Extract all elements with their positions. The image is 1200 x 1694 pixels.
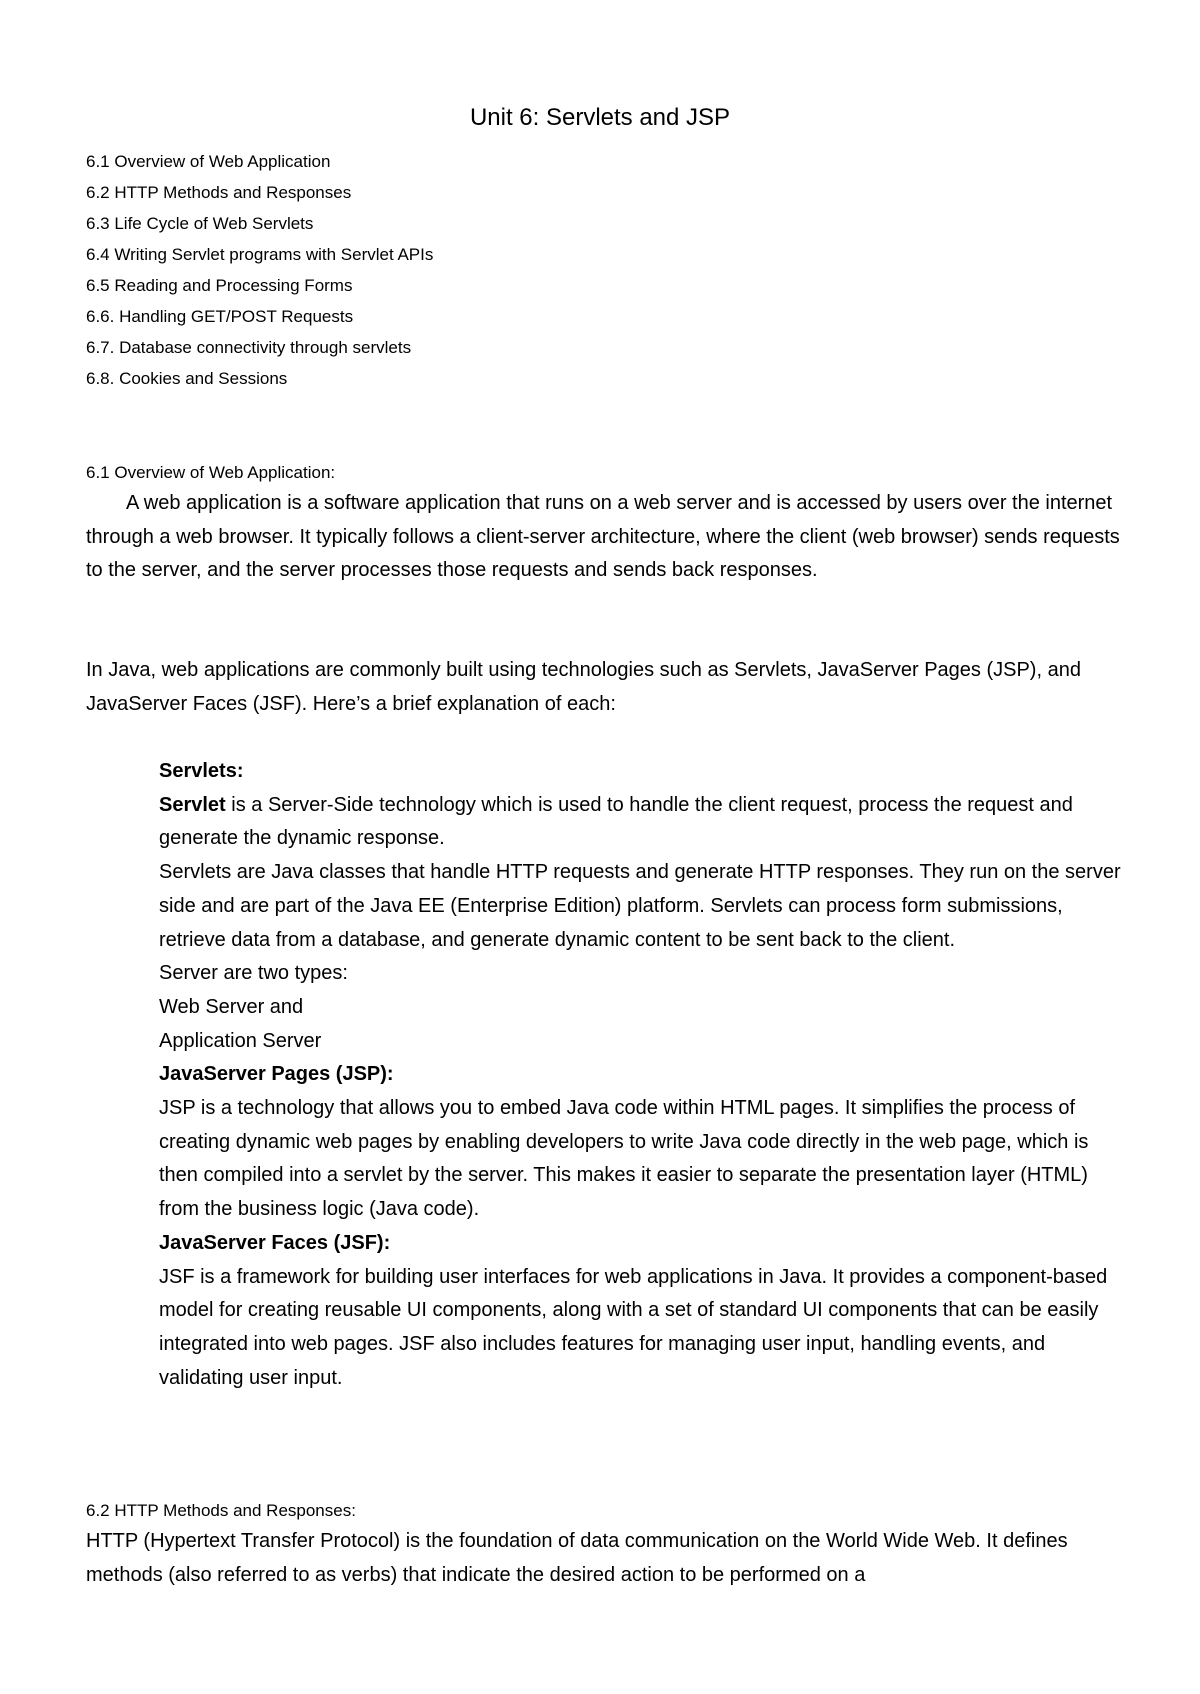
servlets-description: Servlets are Java classes that handle HTTP requests and generate HTTP responses. They run on the server side and are part of the Java EE (Enterprise Edition) platform. Servlets can process form submissions, retrieve data from a database, and generate dynamic content to be sent back to the client. — [159, 861, 1121, 951]
servlet-definition — [159, 789, 1129, 856]
toc-item: 6.2 HTTP Methods and Responses — [86, 183, 352, 202]
servlets-heading: Servlets: — [159, 760, 244, 782]
section-1-paragraph-2: In Java, web applications are commonly built using technologies such as Servlets, JavaServer Pages (JSP), and JavaServer Faces (JSF). Here’s a brief explanation of each: — [86, 659, 1081, 715]
server-type-web: Web Server and — [159, 995, 304, 1018]
section-1-paragraph-1: A web application is a software application that runs on a web server and is accessed by users over the internet through a web browser. It typically follows a client-server architecture, where the client (web browser) sends requests to the server, and the server processes those requests and sends back responses. — [86, 492, 1120, 582]
document-title: Unit 6: Servlets and JSP — [469, 104, 731, 131]
toc-item: 6.1 Overview of Web Application — [86, 152, 331, 171]
toc-item: 6.8. Cookies and Sessions — [86, 369, 288, 388]
section-2-paragraph-1: HTTP (Hypertext Transfer Protocol) is the foundation of data communication on the World Wide Web. It defines methods (also referred to as verbs) that indicate the desired action to be performed on a — [86, 1530, 1068, 1586]
toc-item: 6.7. Database connectivity through servlets — [86, 338, 412, 357]
technologies-list — [159, 755, 1129, 1395]
server-types-intro: Server are two types: — [159, 962, 348, 985]
section-1-heading: 6.1 Overview of Web Application: — [86, 463, 336, 482]
jsf-description: JSF is a framework for building user interfaces for web applications in Java. It provides a component-based model for creating reusable UI components, along with a set of standard UI components that can be easily integrated into web pages. JSF also includes features for managing user input, handling events, and validating user input. — [159, 1265, 1108, 1389]
toc-item: 6.5 Reading and Processing Forms — [86, 276, 353, 295]
toc-item: 6.3 Life Cycle of Web Servlets — [86, 214, 314, 233]
toc-item: 6.6. Handling GET/POST Requests — [86, 307, 354, 326]
jsf-heading: JavaServer Faces (JSF): — [159, 1231, 391, 1254]
toc-item: 6.4 Writing Servlet programs with Servlet APIs — [86, 245, 434, 264]
jsp-heading: JavaServer Pages (JSP): — [159, 1063, 394, 1086]
server-type-application: Application Server — [159, 1029, 322, 1052]
jsp-description: JSP is a technology that allows you to embed Java code within HTML pages. It simplifies the process of creating dynamic web pages by enabling developers to write Java code directly in the web page, which is then compiled into a servlet by the server. This makes it easier to separate the presentation layer (HTML) from the business logic (Java code). — [159, 1097, 1089, 1221]
section-2-heading: 6.2 HTTP Methods and Responses: — [86, 1501, 356, 1520]
table-of-contents — [86, 146, 433, 394]
servlet-definition-text: is a Server-Side technology which is used to handle the client request, process the request and generate the dynamic response. — [159, 793, 1073, 850]
servlet-term: Servlet — [159, 793, 226, 816]
